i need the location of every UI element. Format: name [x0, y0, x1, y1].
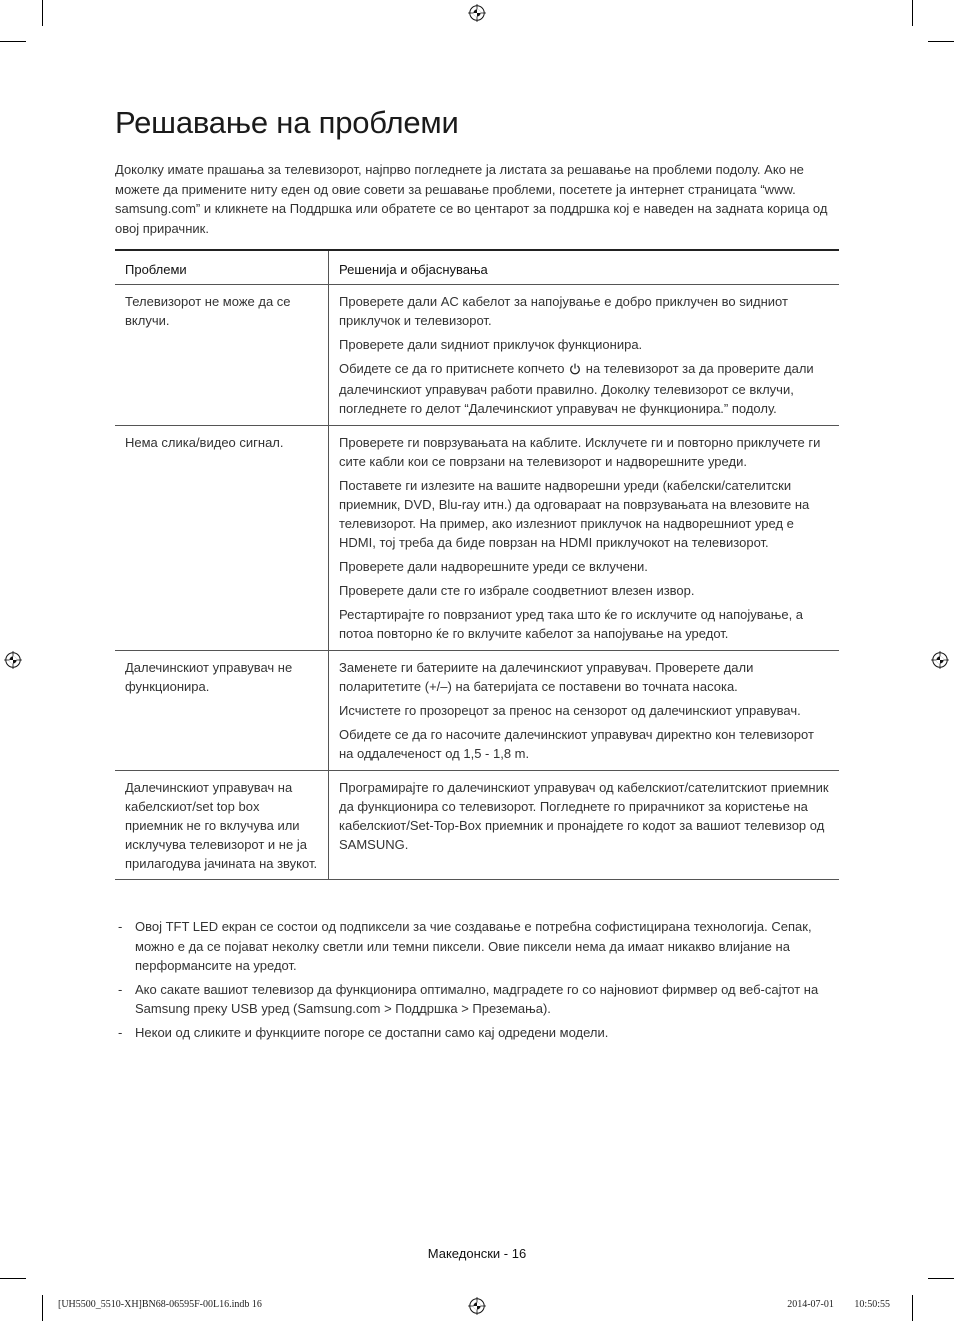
crop-mark: [912, 0, 913, 26]
notes-list: [115, 917, 839, 1046]
table-header-row: [115, 250, 839, 285]
crop-mark: [0, 41, 26, 42]
troubleshooting-table: [115, 249, 839, 880]
solution-text: на телевизорот за да проверите дали далечинскиот управувач работи правилно. Доколку телевизорот се вклучи, погледнете го делот “Далечинскиот управувач не функционира.” подолу.: [339, 361, 814, 416]
note-dash: -: [118, 919, 123, 934]
solution-item: Поставете ги излезите на вашите надворешни уреди (кабелски/сателитски приемник, DVD, Blu-ray итн.) да одговараат на поврзувањата на влезовите на телевизорот. На пример, ако излезниот приклучок на надворешниот уред е HDMI, тој треба да биде поврзан на HDMI приклучокот на телевизорот.: [339, 478, 810, 550]
problem-cell: Далечинскиот управувач на кабелскиот/set top box приемник не го вклучува или исклучува телевизорот и не ја прилагодува јачината на звукот.: [115, 771, 329, 880]
intro-paragraph: Доколку имате прашања за телевизорот, најпрво погледнете ја листата за решавање на проблеми подолу. Ако не можете да примените ниту еден од овие совети за решавање проблеми, посетете ја интернет страницата “www. samsung.com” и кликнете на Поддршка или обратете се во центарот за поддршка кој е наведен на задната корица од овој прирачник.: [115, 162, 828, 236]
crop-mark: [928, 41, 954, 42]
page-title: Решавање на проблеми: [115, 105, 459, 140]
table-row: [115, 426, 839, 651]
crop-mark: [0, 1278, 26, 1279]
table-row: [115, 771, 839, 880]
crop-mark: [912, 1295, 913, 1321]
column-header-solutions: Решенија и објаснувања: [329, 250, 840, 285]
column-header-problems: Проблеми: [115, 250, 329, 285]
solution-text: Обидете се да го притиснете копчето: [339, 361, 565, 376]
note-text: Некои од сликите и функциите погоре се достапни само кај одредени модели.: [135, 1024, 609, 1040]
solutions-cell: [329, 771, 840, 880]
solution-item: Проверете дали сте го избрале соодветниот влезен извор.: [339, 583, 695, 598]
page-number: Македонски - 16: [427, 1246, 527, 1261]
print-timestamp: 2014-07-01 ￿￿ 10:50:55: [787, 1299, 890, 1310]
crop-mark: [42, 0, 43, 26]
note-text: Ако сакате вашиот телевизор да функционира оптимално, мадградете го со најновиот фирмвер од веб-сајтот на Samsung преку USB уред (Samsung.com > Поддршка > Преземања).: [135, 981, 819, 1016]
table-row: [115, 651, 839, 771]
problem-cell: Телевизорот не може да се вклучи.: [115, 285, 329, 426]
solution-item: [339, 359, 829, 418]
registration-mark-icon: [468, 4, 486, 22]
solutions-cell: [329, 285, 840, 426]
note-dash: -: [118, 1024, 123, 1040]
crop-mark: [928, 1278, 954, 1279]
solution-item: Обидете се да го насочите далечинскиот управувач директно кон телевизорот на оддалеченост од 1,5 - 1,8 m.: [339, 727, 814, 761]
note-item: [115, 917, 839, 976]
solution-item: Исчистете го прозорецот за пренос на сензорот од далечинскиот управувач.: [339, 703, 801, 718]
solution-item: Проверете дали надворешните уреди се вклучени.: [339, 559, 648, 574]
solution-item: Програмирајте го далечинскиот управувач од кабелскиот/сателитскиот приемник да функционира со телевизорот. Погледнете го прирачникот за користење на кабелскиот/Set-Top-Box приемник и пронајдете го кодот за вашиот телевизор од SAMSUNG.: [339, 780, 829, 852]
solutions-cell: [329, 426, 840, 651]
note-text: Овој TFT LED екран се состои од подпиксели за чие создавање е потребна софистицирана технологија. Сепак, можно е да се појават неколку светли или темни пиксели. Овие пиксели нема да имаат никакво влијание на перформансите на уредот.: [135, 919, 812, 973]
problem-cell: Нема слика/видео сигнал.: [115, 426, 329, 651]
solution-item: Проверете ги поврзувањата на каблите. Исклучете ги и повторно приклучете ги сите кабли кои се поврзани на телевизорот и надворешните уреди.: [339, 435, 821, 469]
note-dash: -: [118, 981, 123, 997]
solution-item: Проверете дали ѕидниот приклучок функционира.: [339, 337, 643, 352]
power-icon: [569, 361, 581, 380]
note-item: [115, 980, 839, 1019]
crop-mark: [42, 1295, 43, 1321]
registration-mark-icon: [4, 651, 22, 669]
solution-item: Заменете ги батериите на далечинскиот управувач. Проверете дали поларитетите (+/–) на батеријата се поставени во точната насока.: [339, 660, 754, 694]
solution-item: Рестартирајте го поврзаниот уред така што ќе го исклучите од напојување, а потоа повторно ќе го вклучите кабелот за напојување на уредот.: [339, 607, 804, 641]
print-file-info: [UH5500_5510-XH]BN68-06595F-00L16.indb 16: [58, 1299, 262, 1310]
registration-mark-icon: [931, 651, 949, 669]
problem-cell: Далечинскиот управувач не функционира.: [115, 651, 329, 771]
note-item: [115, 1023, 839, 1043]
solutions-cell: [329, 651, 840, 771]
registration-mark-icon: [468, 1297, 486, 1315]
solution-item: Проверете дали AC кабелот за напојување е добро приклучен во ѕидниот приклучок и телевизорот.: [339, 294, 788, 328]
table-row: [115, 285, 839, 426]
